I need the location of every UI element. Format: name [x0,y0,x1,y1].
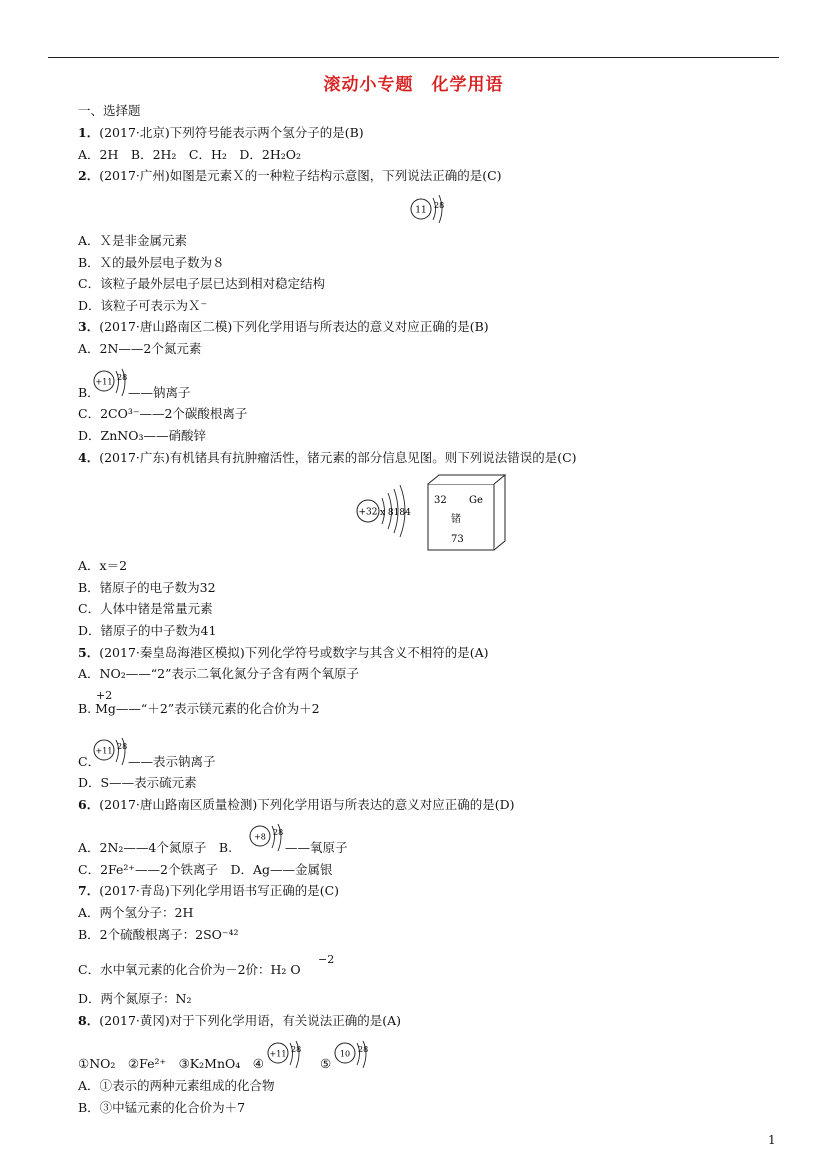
question-stem: (2017·广东)有机锗具有抗肿瘤活性，锗元素的部分信息见图。则下列说法错误的是(C) [99,450,577,465]
shell-electrons: 28 [273,828,284,837]
shell-electrons: 28 [291,1045,302,1054]
nucleus-label: +32 [358,507,378,518]
atom-structure-diagram [248,823,288,853]
germanium-atom-diagram [352,484,414,540]
option-d: D．ZnNO₃——硝酸锌 [78,428,206,443]
option-c-label: C． [78,754,101,769]
nucleus-label: 10 [339,1049,351,1059]
nucleus-label: +8 [254,832,266,842]
shell-electrons: 28 [117,742,128,751]
shell-electrons: 28 [117,373,128,382]
question-2 [78,168,502,184]
option-c-text: ——表示钠离子 [128,754,216,769]
section-heading: 一、选择题 [78,103,141,118]
question-8 [78,1013,401,1029]
atomic-number: 32 [434,495,447,506]
question-1-options: A．2H B．2H₂ C．H₂ D．2H₂O₂ [78,147,302,162]
atom-structure-diagram [333,1040,373,1070]
nucleus-label: +11 [95,377,113,387]
valence-superscript: +2 [96,689,113,702]
question-stem: (2017·黄冈)对于下列化学用语，有关说法正确的是(A) [99,1013,402,1028]
option-b: B．锗原子的电子数为32 [78,580,216,595]
option-d: D．锗原子的中子数为41 [78,623,217,638]
question-number: 2． [78,168,100,183]
option-b-label: B． [78,385,100,400]
valence-superscript: −2 [318,953,335,966]
symbol-list: ①NO₂ ②Fe²⁺ ③K₂MnO₄ ④ [78,1056,264,1071]
option-a: A．Ｘ是非金属元素 [78,233,188,248]
option-b: B．Ｘ的最外层电子数为８ [78,255,225,270]
element-name: 锗 [451,514,461,525]
question-stem: (2017·唐山路南区二模)下列化学用语与所表达的意义对应正确的是(B) [99,319,489,334]
option-c: C．人体中锗是常量元素 [78,601,213,616]
option-b: B．2个硫酸根离子：2SO⁻⁴² [78,927,239,942]
option-a: A．2N——2个氮元素 [78,341,202,356]
question-3 [78,319,489,335]
question-number: 7． [78,883,100,898]
element-symbol: Ge [469,495,483,506]
page-number: 1 [768,1133,776,1147]
option-b-text: ——氧原子 [285,840,348,855]
nucleus-label: +11 [269,1049,287,1059]
question-number: 3． [78,319,100,334]
question-number: 8． [78,1013,100,1028]
option-d: D．S——表示硫元素 [78,775,197,790]
question-6 [78,797,515,813]
header-rule [48,57,779,58]
question-4 [78,450,577,466]
periodic-table-cell [427,474,507,550]
atom-structure-diagram [92,737,132,767]
question-stem: (2017·北京)下列符号能表示两个氢分子的是(B) [99,125,364,140]
option-a-b: A．2N₂——4个氮原子 B. [78,840,233,855]
shell-electrons: 28 [434,201,445,210]
option-a: A．①表示的两种元素组成的化合物 [78,1078,275,1093]
page-title: 滚动小专题 化学用语 [323,75,504,95]
option-b-text: ——钠离子 [128,385,191,400]
question-number: 4． [78,450,100,465]
option-a: A．两个氢分子：2H [78,905,194,920]
atom-structure-diagram [266,1040,306,1070]
nucleus-label: +11 [95,746,113,756]
question-number: 5． [78,645,100,660]
option-c: C．2CO³⁻——2个碳酸根离子 [78,406,248,421]
question-1 [78,125,364,141]
atom-structure-diagram [409,192,449,226]
item-5-label: ⑤ [320,1056,332,1071]
question-stem: (2017·唐山路南区质量检测)下列化学用语与所表达的意义对应正确的是(D) [99,797,515,812]
option-c-d: C．2Fe²⁺——2个铁离子 D．Ag——金属银 [78,862,333,877]
option-b: B. Mg——“＋2”表示镁元素的化合价为＋2 [78,701,320,716]
question-number: 1． [78,125,100,140]
question-7 [78,883,339,899]
question-5 [78,645,489,661]
atomic-mass: 73 [451,534,464,545]
option-a: A．NO₂——“2”表示二氧化氮分子含有两个氧原子 [78,666,359,681]
option-b: B．③中锰元素的化合价为＋7 [78,1100,246,1115]
question-stem: (2017·广州)如图是元素Ｘ的一种粒子结构示意图，下列说法正确的是(C) [99,168,502,183]
option-c: C．该粒子最外层电子层已达到相对稳定结构 [78,276,326,291]
nucleus-label: 11 [415,205,427,216]
question-stem: (2017·青岛)下列化学用语书写正确的是(C) [99,883,340,898]
atom-structure-diagram [92,368,132,398]
option-c: C．水中氧元素的化合价为－2价：H₂ O [78,962,301,977]
option-d: D．该粒子可表示为Ｘ⁻ [78,298,208,313]
option-d: D．两个氮原子：N₂ [78,991,192,1006]
option-a: A．x＝2 [78,558,128,573]
shell-electrons: 28 [358,1045,369,1054]
question-number: 6． [78,797,100,812]
shell-electrons: x 8184 [380,508,411,518]
question-stem: (2017·秦皇岛海港区模拟)下列化学符号或数字与其含义不相符的是(A) [99,645,489,660]
